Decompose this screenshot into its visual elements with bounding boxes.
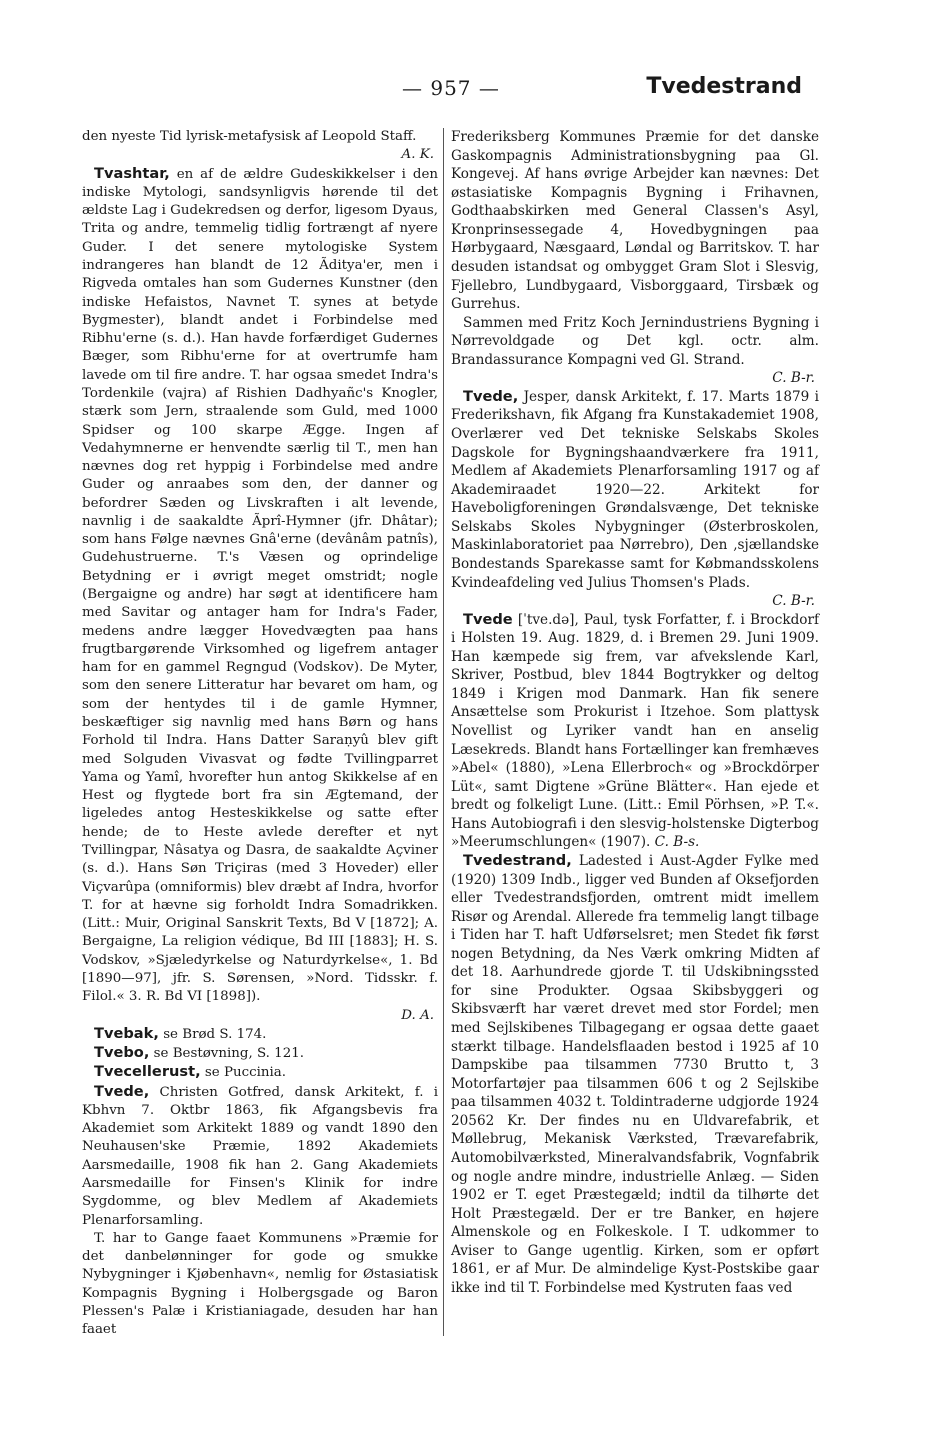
left-column [82, 128, 438, 1340]
entry-tvecellerust [82, 1063, 438, 1082]
entry-body: Christen Gotfred, dansk Arkitekt, f. i Kbhvn 7. Oktbr 1863, fik Afgangsbevis fra Akademiet som Arkitekt 1889 og vandt 1890 den Neuhausen'ske Præmie, 1892 Akademiets Aarsmedaille, 1908 fik han 2. Gang Akademiets Aarsmedaille for Finsen's Klinik for indre Sygdomme, og blev Medlem af Akademiets Plenarforsamling. [82, 1084, 438, 1228]
running-head: Tvedestrand [646, 74, 802, 99]
entry-tvedestrand [451, 852, 819, 1298]
headword: Tvebo, [94, 1044, 150, 1062]
headword: Tvede, [463, 387, 519, 405]
headword: Tvecellerust, [94, 1063, 201, 1081]
continued-paragraph: den nyeste Tid lyrisk-metafysisk af Leopold Staff. A. K. [82, 128, 438, 165]
entry-body: en af de ældre Gudeskikkelser i den indiske Mytologi, sandsynligvis hørende til det ældste Lag i Gudekredsen og derfor, ligesom Dyaus, Trita og andre, temmelig tidlig fortrængt af nyere Guder. I det senere mytologiske System indrangeres han blandt de 12 Ãditya'er, men i Rigveda omtales han som Gudernes Kunstner (den indiske Hefaistos, Navnet T. synes at betyde Bygmester), blandt andet i Forbindelse med Ribhu'erne (s. d.). Han havde forfærdiget Gudernes Bæger, som Ribhu'erne for at overtrumfe ham lavede om til fire andre. T. har ogsaa smedet Indra's Tordenkile (vajra) af Rishien Dadhyañc's Knogler, stærk som Jern, straalende som Guld, med 1000 Spidser og 100 skarpe Ægge. Ingen af Vedahymnerne er henvendte særlig til T., men han nævnes dog ret hyppig i Forbindelse med andre Guder og anraabes som den, der danner og befordrer Sæden og Livskraften i alt levende, navnlig i de saakaldte Ãprî-Hymner (jfr. Dhâtar); som hans Følge nævnes Gnâ'erne (devânâm patnîs), Gudehustruerne. T.'s Væsen og oprindelige Betydning er i øvrigt meget omstridt; nogle (Bergaigne og andre) har søgt at identificere ham med Savitar og antager ham for Indra's Fader, medens andre lægger Hovedvægten paa hans frugtbargørende Virksomhed og ligefrem antager ham for en gammel Regngud (Vodskov). De Myter, som den senere Litteratur har bevaret om ham, og som der hentydes til i de gamle Hymner, beskæftiger sig navnlig med hans Børn og hans Forhold til Indra. Hans Datter Saraṇyû blev gift med Solguden Vivasvat og fødte Tvillingparret Yama og Yamî, hvorefter hun antog Skikkelse af en Hest og flygtede bort fra sin Ægtemand, der ligeledes antog Hesteskikkelse og satte efter hende; de to Heste avlede derefter et nyt Tvillingpar, Nâsatya og Dasra, de saakaldte Açviner (s. d.). Hans Søn Triçiras (med 3 Hoveder) eller Viçvarûpa (omniformis) blev dræbt af Indra, hvorfor T. for at hævne sig forholdt Indra Somadrikken. (Litt.: Muir, Original Sanskrit Texts, Bd V [1872]; A. Bergaigne, La religion védique, Bd III [1883]; H. S. Vodskov, »Sjæledyrkelse og Naturdyrkelse«, 1. Bd [1890—97], jfr. S. Sørensen, »Nord. Tidsskr. f. Filol.« 3. R. Bd VI [1898]). [82, 166, 438, 1005]
page-header [60, 72, 802, 104]
entry-body: se Puccinia. [204, 1065, 287, 1081]
entry-tvebak [82, 1025, 438, 1044]
entry-paragraph: T. har to Gange faaet Kommunens »Præmie for det danbelønninger for gode og smukke Nybygninger i Kjøbenhavn«, nemlig for Østasiatisk Kompagnis Bygning i Holbergsgade og Baron Plessen's Palæ i Kristianiagade, desuden har han faaet [82, 1230, 438, 1338]
entry-body: Jesper, dansk Arkitekt, f. 17. Marts 1879 i Frederikshavn, fik Afgang fra Kunstakademiet 1908, Overlærer ved Det tekniske Selskabs Skoles Dagskole for Bygningshaandværkere fra 1911, Medlem af Akademiets Plenarforsamling 1917 og af Akademiraadet 1920—22. Arkitekt for Haveboligforeningen Grøndalsvænge, Det tekniske Selskabs Skoles Nybygninger (Østerbroskolen, Maskinlaboratoriet paa Nørrebro), Den ,sjællandske Bondestands Sparekasse samt for Købmandsskolens Kvindeafdeling ved Julius Thomsen's Plads. [451, 388, 819, 591]
headword: Tvebak, [94, 1024, 159, 1042]
headword: Tvede, [94, 1082, 150, 1100]
signature: D. A. [401, 1007, 434, 1023]
continued-paragraph: Frederiksberg Kommunes Præmie for det danske Gaskompagnis Administrationsbygning paa Gl. Kongevej. Af hans øvrige Arbejder kan nævnes: Det østasiatiske Kompagnis Bygning i Frihavnen, Godthaabskirken med General Classen's Asyl, Kronprinsessegade 4, Hovedbygningen paa Hørbygaard, Næsgaard, Løndal og Barritskov. T. har desuden istandsat og ombygget Gram Slot i Slesvig, Fjellebro, Lundbygaard, Visborggaard, Tirsbæk og Gurrehus. [451, 129, 819, 313]
right-column [451, 128, 819, 1297]
entry-tvede-christen [82, 1083, 438, 1230]
entry-tvashtar [82, 165, 438, 1025]
entry-tvede-jesper [451, 388, 819, 611]
signature: A. K. [401, 147, 434, 163]
entry-body: Ladested i Aust-Agder Fylke med (1920) 1309 Indb., ligger ved Bunden af Oksefjorden eller Tvedestrandsfjorden, omtrent midt imellem Risør og Arendal. Allerede fra temmelig langt tilbage i Tiden har T. haft Udførselsret; men Stedet fik først nogen Betydning, da Nes Værk omkring Midten af det 18. Aarhundrede gjorde T. til Udskibningssted for sine Produkter. Ogsaa Skibsbyggeri og Skibsværft har været drevet med stor Fordel; men med Sejlskibenes Tilbagegang er ogsaa dette gaaet stærkt tilbage. Handelsflaaden bestod i 1925 af 10 Dampskibe paa tilsammen 7730 Brutto t, 3 Motorfartøjer paa tilsammen 606 t og 2 Sejlskibe paa tilsammen 4032 t. Toldintraderne udgjorde 1924 20562 Kr. Der findes nu en Uldvarefabrik, et Møllebrug, Mekanisk Værksted, Trævarefabrik, Automobilværksted, Mineralvandsfabrik, Vognfabrik og nogle andre mindre, industrielle Anlæg. — Siden 1902 er T. eget Præstegæld; indtil da tilhørte det Holt Præstegæld. Der er tre Banker, en højere Almenskole og en Folkeskole. I T. udkommer to Aviser to Gange ugentlig. Kirken, som er opført 1861, er af Mur. De almindelige Kyst-Postskibe gaar ikke ind til T. Forbindelse med Kystruten faas ved [451, 852, 819, 1296]
entry-tvebo [82, 1044, 438, 1063]
headword: Tvedestrand, [463, 851, 572, 869]
page-number: — 957 — [402, 76, 500, 100]
column-divider [443, 128, 444, 1336]
entry-paragraph: Sammen med Fritz Koch Jernindustriens Bygning i Nørrevoldgade og Det kgl. octr. alm. Brandassurance Kompagni ved Gl. Strand. C. B-r. [451, 314, 819, 387]
signature: C. B-s. [654, 834, 700, 851]
headword: Tvashtar, [94, 164, 170, 182]
entry-body: se Bestøvning, S. 121. [153, 1046, 304, 1062]
signature: C. B-r. [772, 593, 815, 610]
entry-body: [ˈtve.də], Paul, tysk Forfatter, f. i Brockdorf i Holsten 19. Aug. 1829, d. i Bremen 29. Juni 1909. Han kæmpede sig frem, var afvekslende Karl, Skriver, Postbud, blev 1844 Bogtrykker og deltog 1849 i Krigen mod Danmark. Han fik senere Ansættelse som Prokurist i Itzehoe. Som plattysk Novellist og Lyriker vandt han en anselig Læsekreds. Blandt hans Fortællinger kan fremhæves »Abel« (1880), »Lena Ellerbroch« og »Brockdörper Lüt«, samt Digtene »Grüne Blätter«. Han ejede et bredt og folkeligt Lune. (Litt.: Emil Pörhsen, »P. T.«. Hans Autobiografi i den slesvig-holstenske Digterbog »Meerumschlungen« (1907). [451, 611, 819, 851]
entry-body: se Brød S. 174. [163, 1026, 267, 1042]
entry-tvede-paul [451, 611, 819, 852]
headword: Tvede [463, 610, 513, 628]
signature: C. B-r. [772, 370, 815, 387]
